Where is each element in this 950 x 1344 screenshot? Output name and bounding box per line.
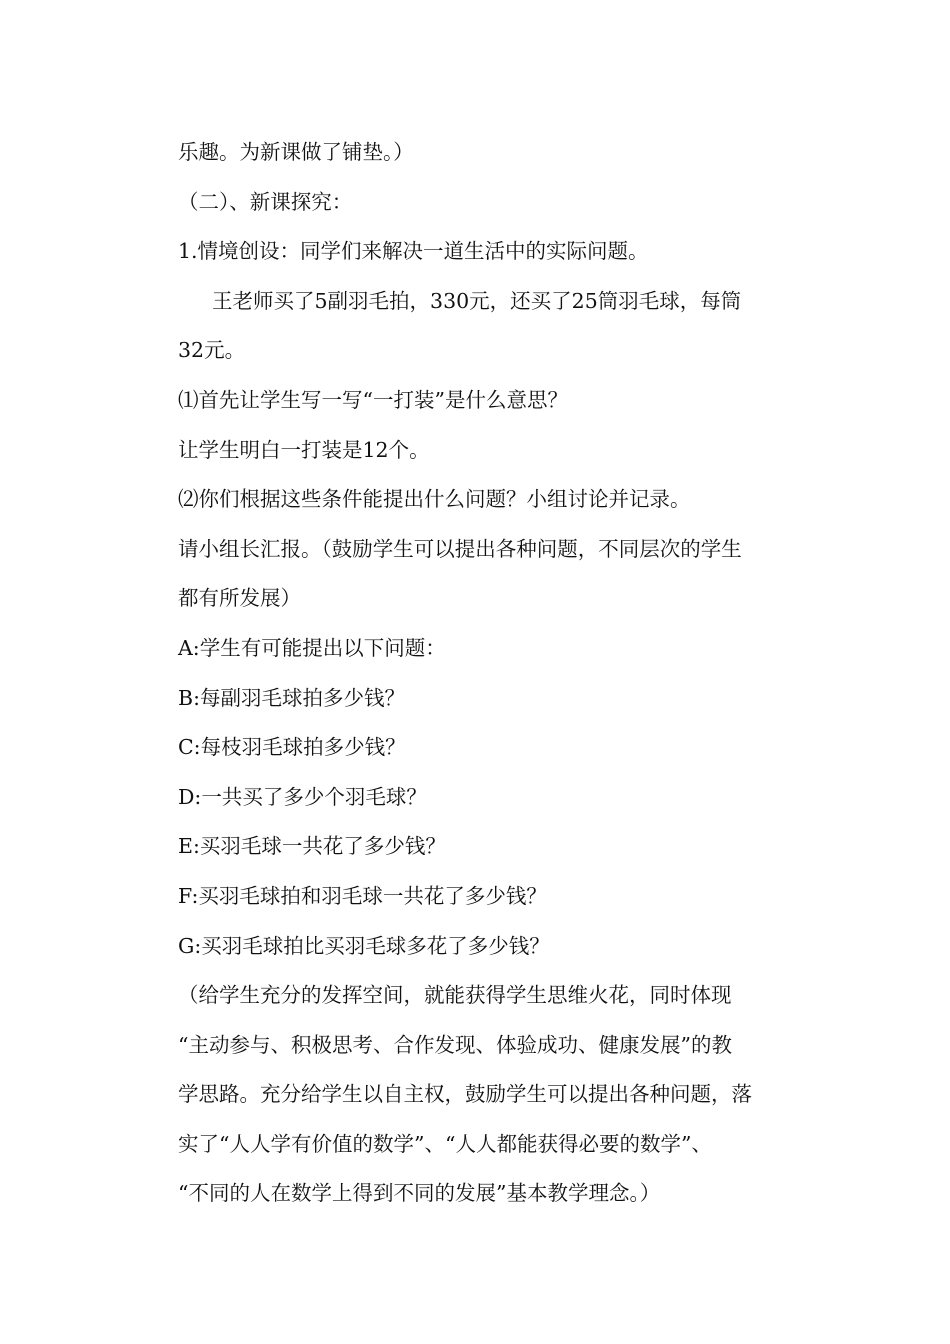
problem-statement-line: 王老师买了5副羽毛拍，330元，还买了25筒羽毛球，每筒 <box>212 288 742 313</box>
paragraph-line: “不同的人在数学上得到不同的发展”基本教学理念。） <box>178 1181 661 1206</box>
paragraph-line: 请小组长汇报。（鼓励学生可以提出各种问题，不同层次的学生 <box>178 536 742 561</box>
list-item: C:每枝羽毛球拍多少钱？ <box>178 735 406 760</box>
paragraph-line: 学思路。充分给学生以自主权，鼓励学生可以提出各种问题，落 <box>178 1082 752 1107</box>
list-item: G:买羽毛球拍比买羽毛球多花了多少钱？ <box>178 933 550 958</box>
list-item: B:每副羽毛球拍多少钱？ <box>178 685 405 710</box>
problem-statement-line: 32元。 <box>178 338 246 363</box>
paragraph-line: 乐趣。为新课做了铺垫。） <box>178 140 414 164</box>
step-line: ⑴首先让学生写一写“一打装”是什么意思？ <box>178 387 568 412</box>
paragraph-line: 让学生明白一打装是12个。 <box>178 437 430 462</box>
list-item: F:买羽毛球拍和羽毛球一共花了多少钱？ <box>178 883 547 908</box>
list-item: E:买羽毛球一共花了多少钱？ <box>178 834 446 859</box>
paragraph-line: “主动参与、积极思考、合作发现、体验成功、健康发展”的教 <box>178 1032 732 1057</box>
list-item: A:学生有可能提出以下问题： <box>178 635 446 660</box>
list-item: D:一共买了多少个羽毛球？ <box>178 784 427 809</box>
subsection-heading: 1.情境创设：同学们来解决一道生活中的实际问题。 <box>178 239 649 264</box>
paragraph-line: 实了“人人学有价值的数学”、“人人都能获得必要的数学”、 <box>178 1131 712 1156</box>
paragraph-line: （给学生充分的发挥空间，就能获得学生思维火花，同时体现 <box>178 983 732 1008</box>
section-heading: （二）、新课探究： <box>178 189 353 214</box>
paragraph-line: 都有所发展） <box>178 586 301 611</box>
step-line: ⑵你们根据这些条件能提出什么问题？小组讨论并记录。 <box>178 487 691 512</box>
document-body <box>178 132 818 1223</box>
